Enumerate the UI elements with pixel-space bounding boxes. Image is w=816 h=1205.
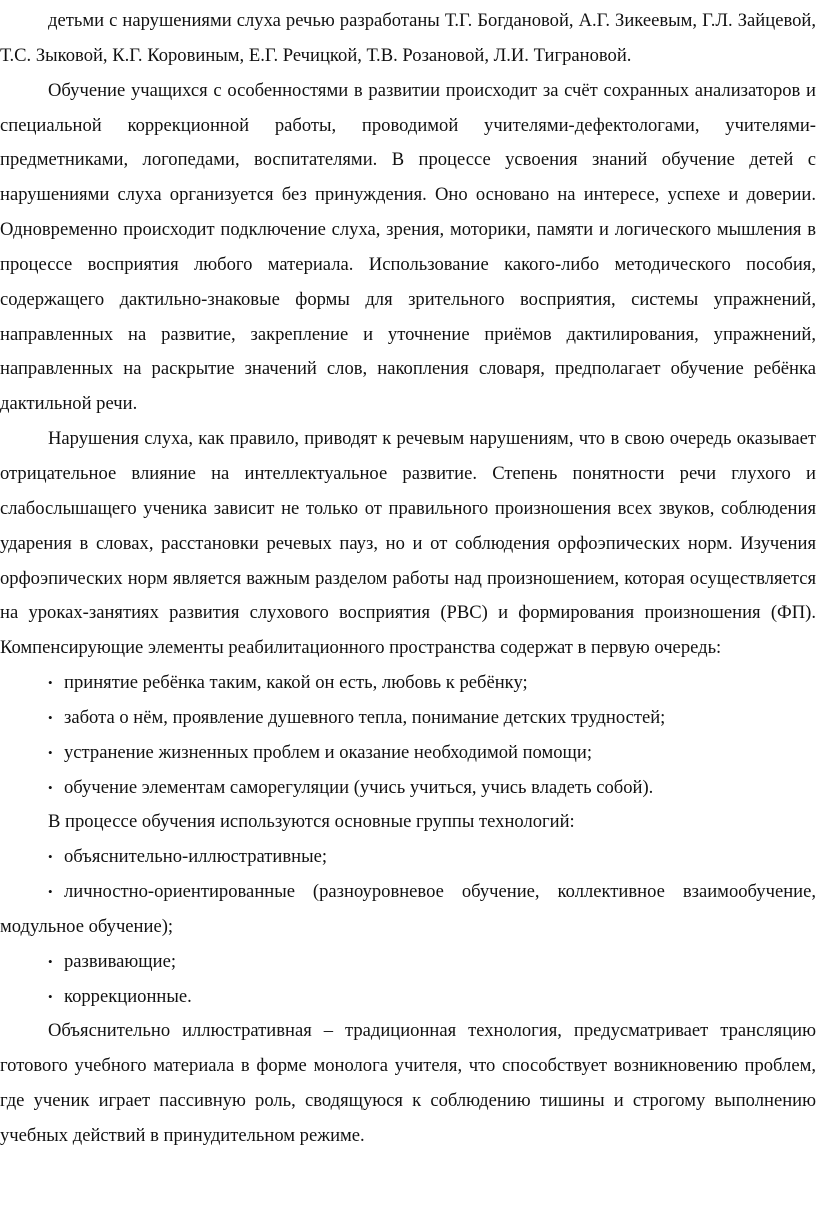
bullet-icon: •	[48, 849, 53, 865]
list-item: • личностно-ориентированные (разноуровневое обучение, коллективное взаимообучение, модульное обучение);	[0, 875, 816, 945]
paragraph-explanatory-technology: Объяснительно иллюстративная – традиционная технология, предусматривает трансляцию готового учебного материала в форме монолога учителя, что способствует возникновению проблем, где ученик играет пассивную роль, сводящуюся к соблюдению тишины и строгому выполнению учебных действий в принудительном режиме.	[0, 1020, 816, 1146]
list-item: • обучение элементам саморегуляции (учись учиться, учись владеть собой).	[0, 771, 816, 806]
list-item: • развивающие;	[0, 945, 816, 980]
list-item: • принятие ребёнка таким, какой он есть, любовь к ребёнку;	[0, 666, 816, 701]
paragraph-authors: детьми с нарушениями слуха речью разработаны Т.Г. Богдановой, А.Г. Зикеевым, Г.Л. Зайцевой, Т.С. Зыковой, К.Г. Коровиным, Е.Г. Речицкой, Т.В. Розановой, Л.И. Тиграновой.	[0, 10, 816, 66]
bullet-icon: •	[48, 675, 53, 691]
paragraph-hearing-impairment: Нарушения слуха, как правило, приводят к речевым нарушениям, что в свою очередь оказывает отрицательное влияние на интеллектуальное развитие. Степень понятности речи глухого и слабослышащего ученика зависит не только от правильного произношения всех звуков, соблюдения ударения в словах, расстановки речевых пауз, но и от соблюдения орфоэпических норм. Изучения орфоэпических норм является важным разделом работы над произношением, которая осуществляется на уроках-занятиях развития слухового восприятия (РВС) и формирования произношения (ФП). Компенсирующие элементы реабилитационного пространства содержат в первую очередь:	[0, 428, 816, 659]
bullet-icon: •	[48, 744, 53, 760]
list-item: • забота о нём, проявление душевного тепла, понимание детских трудностей;	[0, 701, 816, 736]
list-item: • объяснительно-иллюстративные;	[0, 840, 816, 875]
list-item: • устранение жизненных проблем и оказание необходимой помощи;	[0, 736, 816, 771]
bullet-icon: •	[48, 709, 53, 725]
paragraph-education: Обучение учащихся с особенностями в развитии происходит за счёт сохранных анализаторов и специальной коррекционной работы, проводимой учителями-дефектологами, учителями-предметниками, логопедами, воспитателями. В процессе усвоения знаний обучение детей с нарушениями слуха организуется без принуждения. Оно основано на интересе, успехе и доверии. Одновременно происходит подключение слуха, зрения, моторики, памяти и логического мышления в процессе восприятия любого материала. Использование какого-либо методического пособия, содержащего дактильно-знаковые формы для зрительного восприятия, системы упражнений, направленных на развитие, закрепление и уточнение приёмов дактилирования, упражнений, направленных на раскрытие значений слов, накопления словаря, предполагает обучение ребёнка дактильной речи.	[0, 79, 816, 415]
bullet-icon: •	[48, 953, 53, 969]
paragraph-technologies-intro: В процессе обучения используются основные группы технологий:	[48, 811, 575, 833]
bullet-icon: •	[48, 988, 53, 1004]
bullet-icon: •	[48, 884, 53, 900]
document-page	[0, 4, 816, 1154]
list-item: • коррекционные.	[0, 980, 816, 1015]
bullet-icon: •	[48, 779, 53, 795]
